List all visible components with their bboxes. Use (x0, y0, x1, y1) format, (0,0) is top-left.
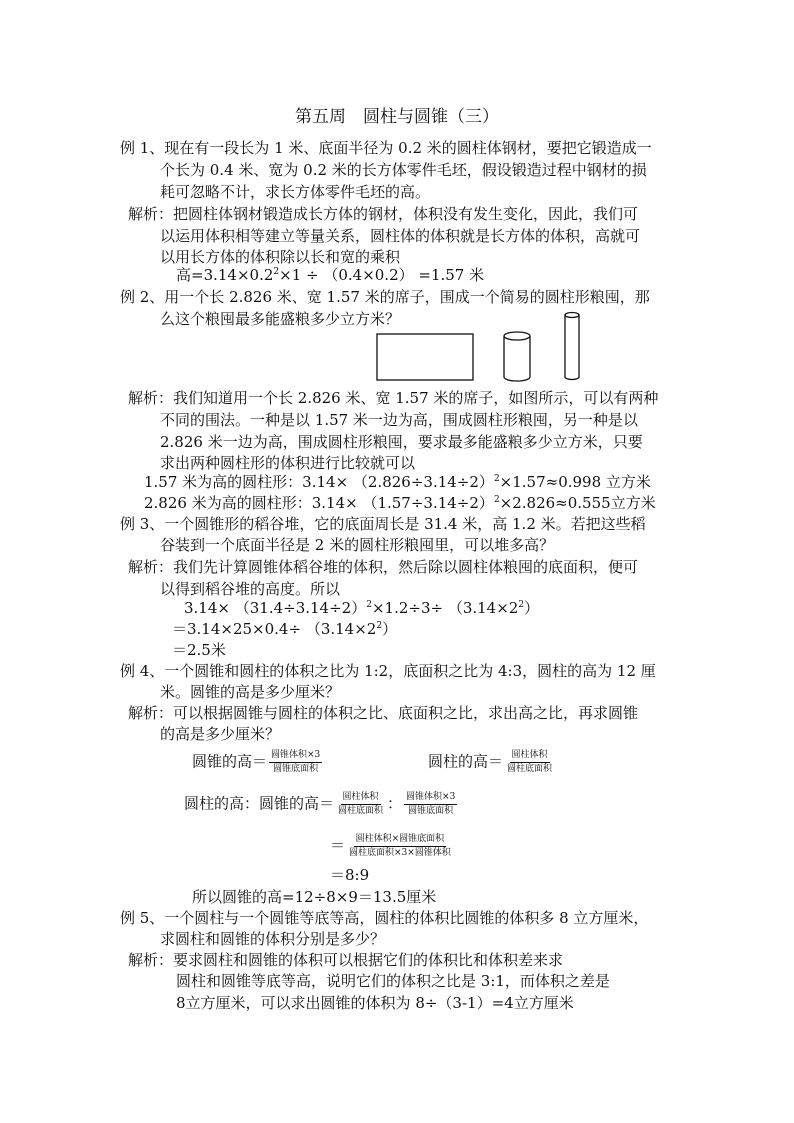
example-2-analysis-line-3: 2.826 米一边为高，围成圆柱形粮囤，要求最多能盛粮多少立方米，只要 (160, 433, 643, 451)
example-3-analysis-line-1: 解析：我们先计算圆锥体稻谷堆的体积，然后除以圆柱体粮囤的底面积，便可 (128, 558, 639, 576)
example-5-question-line-1: 例 5、一个圆柱与一个圆锥等底等高，圆柱的体积比圆锥的体积多 8 立方厘米， (120, 909, 649, 927)
cone-height-formula (192, 750, 324, 775)
denominator: 圆柱底面积 (507, 764, 553, 774)
height-ratio-formula (184, 792, 459, 817)
example-1-question-line-1: 例 1、现在有一段长为 1 米、底面半径为 0.2 米的圆柱体钢材，要把它锻造成一 (120, 139, 652, 157)
denominator: 圆锥底面积 (273, 764, 319, 774)
example-3-result: ＝2.5米 (172, 641, 226, 659)
mat-rectangle (377, 334, 473, 380)
mat-and-cylinders-figure (370, 308, 590, 386)
example-2-calc-2 (144, 493, 656, 513)
formula-part: ） (524, 599, 540, 617)
exponent: 2 (273, 267, 280, 277)
example-5-question-line-2: 求圆柱和圆锥的体积分别是多少？ (160, 930, 386, 948)
example-4-conclusion: 所以圆锥的高=12÷8×9＝13.5厘米 (192, 888, 437, 906)
example-2-calc-1 (144, 472, 651, 492)
equals-sign: ＝ (330, 836, 346, 855)
fraction (336, 792, 385, 817)
denominator: 圆锥底面积 (408, 806, 454, 816)
example-4-analysis-line-1: 解析：可以根据圆锥与圆柱的体积之比、底面积之比，求出高之比，再求圆锥 (128, 704, 639, 722)
example-4-question-line-1: 例 4、一个圆锥和圆柱的体积之比为 1:2，底面积之比为 4:3，圆柱的高为 12 厘 (120, 662, 656, 680)
ratio-colon: ： (387, 794, 403, 813)
example-2-question-line-2: 么这个粮囤最多能盛粮多少立方米？ (160, 310, 401, 328)
numerator: 圆柱体积 (510, 750, 550, 763)
numerator: 圆锥体积×3 (404, 792, 457, 805)
fraction (404, 792, 457, 817)
example-3-analysis-line-2: 以得到稻谷堆的高度。所以 (160, 580, 341, 598)
example-3-question-line-2: 谷装到一个底面半径是 2 米的圆柱形粮囤里，可以堆多高？ (160, 536, 555, 554)
numerator: 圆锥体积×3 (269, 750, 322, 763)
exponent: 2 (518, 600, 525, 610)
page-title: 第五周 圆柱与圆锥（三） (295, 107, 499, 127)
example-2-question-line-1: 例 2、用一个长 2.826 米、宽 1.57 米的席子，围成一个简易的圆柱形粮囤，那 (120, 288, 650, 306)
tall-cylinder (565, 313, 579, 380)
example-1-question-line-2: 个长为 0.4 米、宽为 0.2 米的长方体零件毛坯，假设锻造过程中钢材的损 (160, 161, 647, 179)
example-3-formula-1 (184, 598, 539, 618)
example-5-analysis-line-2: 圆柱和圆锥等底等高，说明它们的体积之比是 3:1，而体积之差是 (176, 972, 610, 990)
height-ratio-step-2 (330, 834, 455, 859)
formula-part: ） (382, 620, 398, 638)
example-3-question-line-1: 例 3、一个圆锥形的稻谷堆，它的底面周长是 31.4 米，高 1.2 米。若把这些稻 (120, 515, 646, 533)
fraction (505, 750, 554, 775)
formula-label: 圆柱的高＝ (428, 752, 504, 771)
exponent: 2 (493, 495, 500, 505)
example-2-analysis-line-4: 求出两种圆柱形的体积进行比较就可以 (160, 454, 416, 472)
example-1-analysis-line-2: 以运用体积相等建立等量关系，圆柱体的体积就是长方体的体积，高就可 (160, 227, 641, 245)
formula-part: ＝3.14×25×0.4÷ （3.14×2 (172, 620, 377, 638)
example-4-question-line-2: 米。圆锥的高是多少厘米？ (160, 683, 341, 701)
example-1-question-line-3: 耗可忽略不计，求长方体零件毛坯的高。 (160, 183, 431, 201)
height-ratio-result: ＝8:9 (330, 866, 370, 884)
numerator: 圆柱体积×圆锥底面积 (354, 834, 447, 847)
formula-part: 3.14× （31.4÷3.14÷2） (184, 599, 367, 617)
formula-label: 圆锥的高＝ (192, 752, 268, 771)
formula-part: ×1.2÷3÷ （3.14×2 (371, 599, 519, 617)
example-1-formula (176, 265, 484, 285)
numerator: 圆柱体积 (341, 792, 381, 805)
exponent: 2 (366, 600, 372, 610)
cylinder-height-formula (428, 750, 556, 775)
short-cylinder (504, 332, 530, 381)
calc-part: ×1.57≈0.998 立方米 (499, 473, 651, 491)
calc-part: 2.826 米为高的圆柱形：3.14× （1.57÷3.14÷2） (144, 494, 494, 512)
example-5-analysis-line-1: 解析：要求圆柱和圆锥的体积可以根据它们的体积比和体积差来求 (128, 951, 564, 969)
example-2-analysis-line-2: 不同的围法。一种是以 1.57 米一边为高，围成圆柱形粮囤，另一种是以 (160, 411, 638, 429)
example-4-analysis-line-2: 的高是多少厘米？ (160, 725, 281, 743)
fraction (269, 750, 322, 775)
calc-part: ×2.826≈0.555立方米 (499, 494, 656, 512)
example-1-analysis-line-1: 解析：把圆柱体钢材锻造成长方体的钢材，体积没有发生变化，因此，我们可 (128, 205, 639, 223)
formula-part: 高=3.14×0.2 (176, 266, 274, 284)
denominator: 圆柱底面积×3×圆锥体积 (349, 848, 451, 858)
example-1-analysis-line-3: 以用长方体的体积除以长和宽的乘积 (160, 248, 401, 266)
example-5-analysis-line-3: 8立方厘米，可以求出圆锥的体积为 8÷（3-1）=4立方厘米 (176, 994, 574, 1012)
exponent: 2 (493, 474, 500, 484)
exponent: 2 (376, 621, 383, 631)
example-2-analysis-line-1: 解析：我们知道用一个长 2.826 米、宽 1.57 米的席子，如图所示，可以有两种 (128, 389, 659, 407)
fraction (347, 834, 453, 859)
formula-part: ×1 ÷ （0.4×0.2） =1.57 米 (279, 266, 485, 284)
formula-label: 圆柱的高：圆锥的高＝ (184, 794, 335, 813)
example-3-formula-2 (172, 619, 397, 639)
calc-part: 1.57 米为高的圆柱形：3.14× （2.826÷3.14÷2） (144, 473, 494, 491)
denominator: 圆柱底面积 (338, 806, 384, 816)
